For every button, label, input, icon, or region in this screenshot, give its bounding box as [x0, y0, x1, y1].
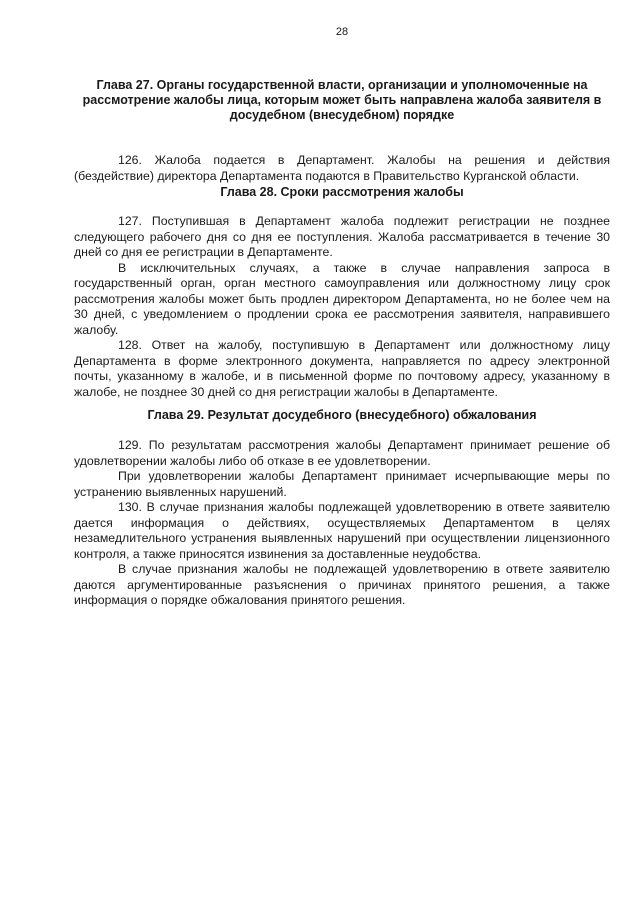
- chapter-29-heading: Глава 29. Результат досудебного (внесудебного) обжалования: [147, 408, 537, 422]
- paragraph-128: 128. Ответ на жалобу, поступившую в Департамент или должностному лицу Департамента в форме электронного документа, направляется по адресу электронной почты, указанному в жалобе, и в письменной форме по почтовому адресу, указанному в жалобе, не позднее 30 дней со дня регистрации жалобы в Департаменте.: [74, 338, 610, 399]
- paragraph-127-extension: В исключительных случаях, а также в случае направления запроса в государственный орган, орган местного самоуправления или должностному лицу срок рассмотрения жалобы может быть продлен директором Департамента, но не более чем на 30 дней, с уведомлением о продлении срока ее рассмотрения заявителя, направившего жалобу.: [74, 260, 610, 337]
- page-number: 28: [335, 26, 349, 38]
- chapter-27-heading: Глава 27. Органы государственной власти, организации и уполномоченные на рассмотрение жалобы лица, которым может быть направлена жалоба заявителя в досудебном (внесудебном) порядке: [82, 78, 602, 122]
- paragraph-130-refusal: В случае признания жалобы не подлежащей удовлетворению в ответе заявителю даются аргументированные разъяснения о причинах принятого решения, а также информация о порядке обжалования принятого решения.: [74, 562, 610, 607]
- paragraph-130: 130. В случае признания жалобы подлежащей удовлетворению в ответе заявителю дается информация о действиях, осуществляемых Департаментом в целях незамедлительного устранения выявленных нарушений при осуществлении лицензионного контроля, а также приносятся извинения за доставленные неудобства.: [74, 500, 610, 561]
- paragraph-129: 129. По результатам рассмотрения жалобы Департамент принимает решение об удовлетворении жалобы либо об отказе в ее удовлетворении.: [74, 438, 610, 468]
- chapter-27-body: [74, 153, 610, 184]
- chapter-28-body: [74, 214, 610, 400]
- chapter-29-body: [74, 438, 610, 609]
- paragraph-126: 126. Жалоба подается в Департамент. Жалобы на решения и действия (бездействие) директора Департамента подаются в Правительство Курганской области.: [74, 153, 610, 183]
- chapter-28-heading: Глава 28. Сроки рассмотрения жалобы: [220, 185, 464, 199]
- paragraph-129-measures: При удовлетворении жалобы Департамент принимает исчерпывающие меры по устранению выявленных нарушений.: [74, 469, 610, 499]
- paragraph-127: 127. Поступившая в Департамент жалоба подлежит регистрации не позднее следующего рабочего дня со дня ее поступления. Жалоба рассматривается в течение 30 дней со дня ее регистрации в Департаменте.: [74, 214, 610, 259]
